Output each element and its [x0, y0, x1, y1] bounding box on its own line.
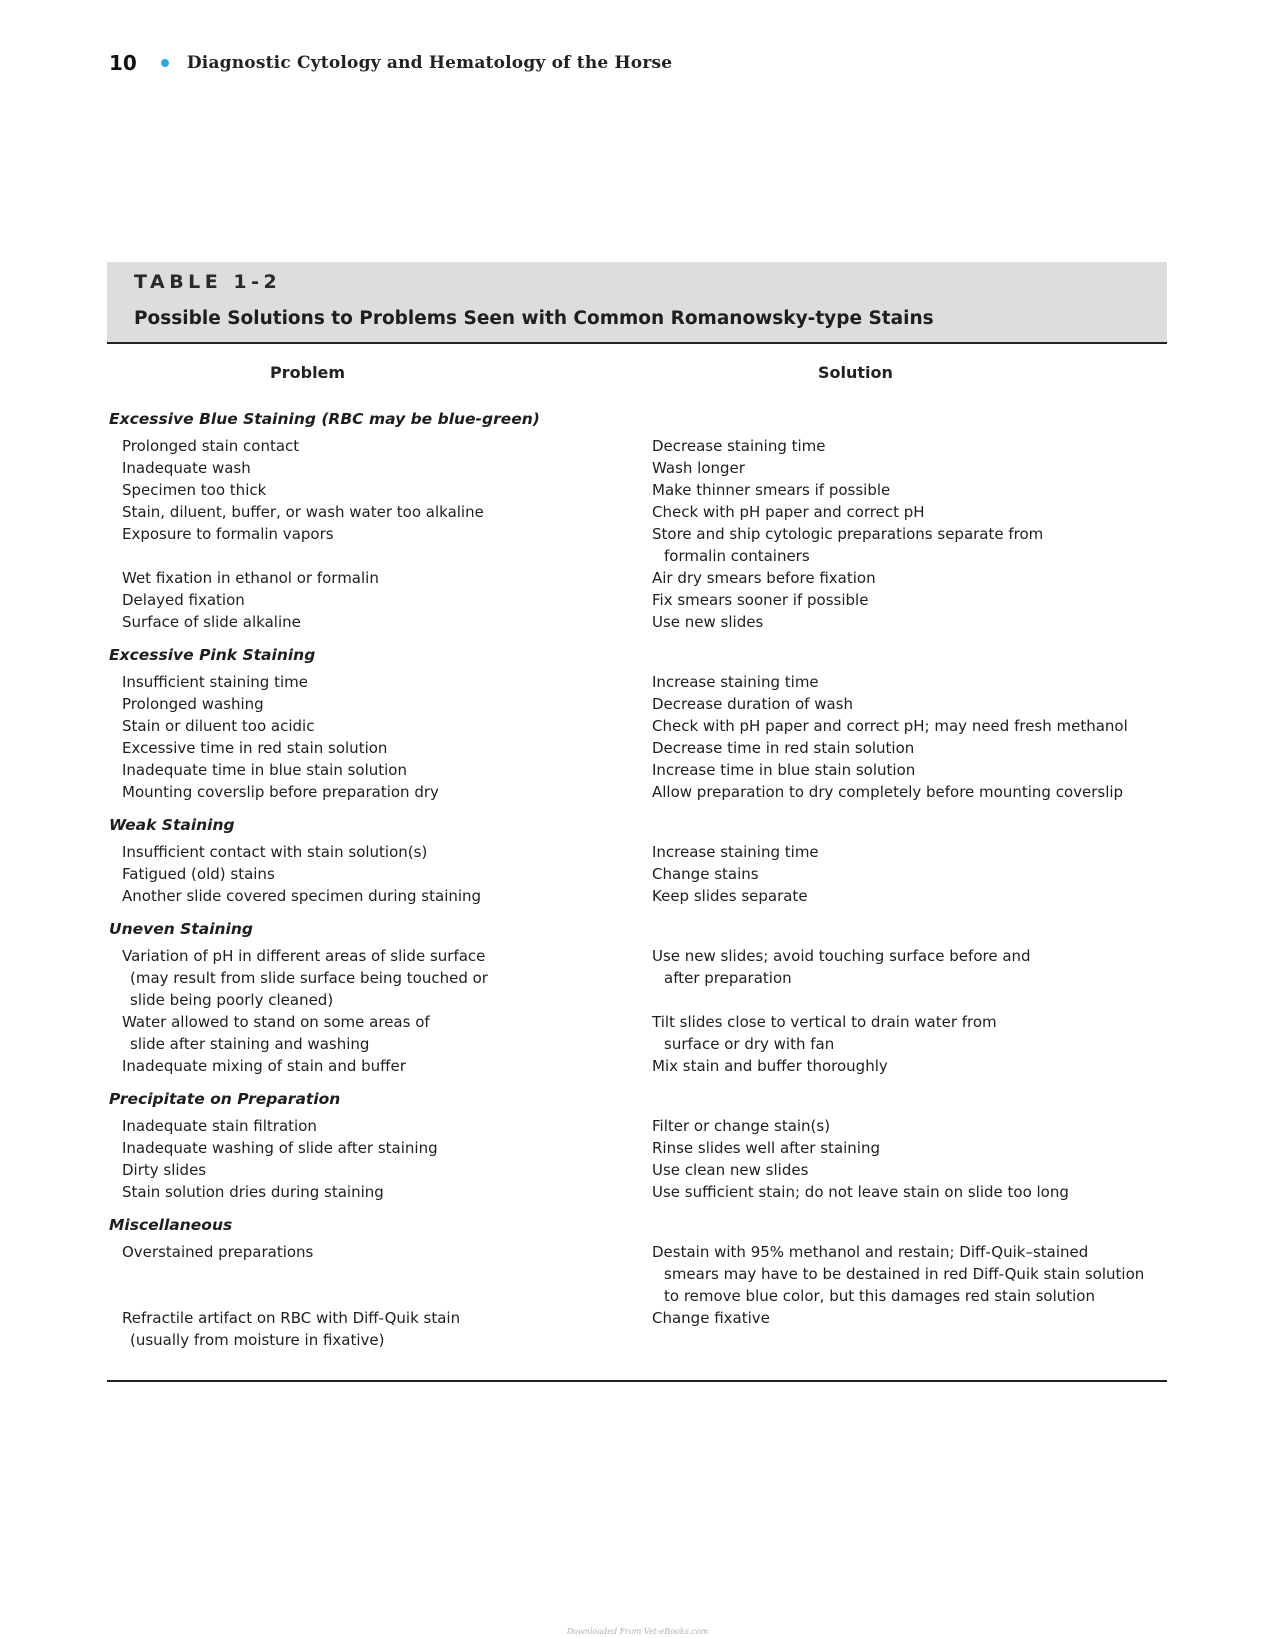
solution-cell: [652, 435, 1165, 457]
problem-cell: [109, 781, 652, 803]
solution-cell: [652, 759, 1165, 781]
table-body: [109, 408, 1165, 1351]
solution-text: formalin containers: [664, 547, 810, 565]
table-section: [109, 408, 1165, 633]
problem-text: Another slide covered specimen during staining: [122, 887, 482, 905]
table-row: [109, 1159, 1165, 1181]
table-row: [109, 781, 1165, 803]
solution-text: Increase staining time: [652, 673, 819, 691]
solution-text: Filter or change stain(s): [652, 1117, 831, 1135]
table-section: [109, 814, 1165, 907]
problem-text: Overstained preparations: [122, 1243, 314, 1261]
solution-text: Decrease time in red stain solution: [652, 739, 915, 757]
table-row: [109, 759, 1165, 781]
problem-cell: [109, 1181, 652, 1203]
problem-cell: [109, 737, 652, 759]
problem-cell: [109, 1307, 652, 1351]
problem-text: Delayed fixation: [122, 591, 245, 609]
solution-text: Store and ship cytologic preparations separate from: [652, 525, 1044, 543]
table-row: [109, 885, 1165, 907]
table-section: [109, 1214, 1165, 1351]
column-header-problem: Problem: [270, 363, 346, 382]
table-row: [109, 1241, 1165, 1307]
solution-cell: [652, 715, 1165, 737]
problem-text: Inadequate stain filtration: [122, 1117, 317, 1135]
problem-cell: [109, 457, 652, 479]
solution-cell: [652, 781, 1165, 803]
problem-text: (usually from moisture in fixative): [130, 1331, 385, 1349]
table-row: [109, 1307, 1165, 1351]
section-title: Precipitate on Preparation: [109, 1090, 341, 1108]
solution-text: Increase time in blue stain solution: [652, 761, 916, 779]
table-label: TABLE 1-2: [134, 271, 282, 293]
solution-cell: [652, 567, 1165, 589]
table-title: Possible Solutions to Problems Seen with Common Romanowsky-type Stains: [134, 308, 934, 329]
problem-cell: [109, 611, 652, 633]
problem-cell: [109, 885, 652, 907]
solution-text: Decrease staining time: [652, 437, 826, 455]
solution-cell: [652, 671, 1165, 693]
solution-cell: [652, 885, 1165, 907]
solution-cell: [652, 1181, 1165, 1203]
solution-cell: [652, 523, 1165, 567]
table-row: [109, 671, 1165, 693]
problem-text: Refractile artifact on RBC with Diff-Quik stain: [122, 1309, 461, 1327]
problem-cell: [109, 945, 652, 1011]
solution-cell: [652, 1115, 1165, 1137]
solution-text: Rinse slides well after staining: [652, 1139, 881, 1157]
table-row: [109, 1115, 1165, 1137]
problem-text: Inadequate wash: [122, 459, 251, 477]
solution-cell: [652, 457, 1165, 479]
solution-cell: [652, 841, 1165, 863]
solution-text: Use new slides; avoid touching surface before and: [652, 947, 1031, 965]
table-row: [109, 737, 1165, 759]
section-title: Excessive Blue Staining (RBC may be blue-green): [109, 410, 540, 428]
problem-text: Insufficient contact with stain solution(s): [122, 843, 428, 861]
solution-cell: [652, 501, 1165, 523]
solution-cell: [652, 693, 1165, 715]
solution-text: Use clean new slides: [652, 1161, 809, 1179]
solution-text: Mix stain and buffer thoroughly: [652, 1057, 888, 1075]
solution-cell: [652, 589, 1165, 611]
table-row: [109, 479, 1165, 501]
table-row: [109, 841, 1165, 863]
table-row: [109, 589, 1165, 611]
problem-text: Stain solution dries during staining: [122, 1183, 384, 1201]
table-row: [109, 611, 1165, 633]
problem-cell: [109, 693, 652, 715]
problem-cell: [109, 715, 652, 737]
problem-cell: [109, 501, 652, 523]
solution-cell: [652, 1055, 1165, 1077]
table-section: [109, 918, 1165, 1077]
problem-cell: [109, 759, 652, 781]
solution-cell: [652, 1307, 1165, 1351]
solution-text: Change stains: [652, 865, 759, 883]
problem-text: Variation of pH in different areas of slide surface: [122, 947, 486, 965]
table-row: [109, 945, 1165, 1011]
table-row: [109, 435, 1165, 457]
page-number: 10: [109, 51, 137, 75]
solution-text: Check with pH paper and correct pH: [652, 503, 925, 521]
solution-cell: [652, 611, 1165, 633]
download-footer: Downloaded From Vet-eBooks.com: [566, 1627, 709, 1636]
problem-text: Inadequate time in blue stain solution: [122, 761, 407, 779]
problem-cell: [109, 567, 652, 589]
problem-cell: [109, 1241, 652, 1307]
solution-text: Increase staining time: [652, 843, 819, 861]
solution-cell: [652, 737, 1165, 759]
solution-text: after preparation: [664, 969, 792, 987]
problem-text: Surface of slide alkaline: [122, 613, 301, 631]
problem-cell: [109, 671, 652, 693]
solution-text: Fix smears sooner if possible: [652, 591, 869, 609]
solution-text: Use new slides: [652, 613, 764, 631]
table-row: [109, 1011, 1165, 1055]
solution-text: Decrease duration of wash: [652, 695, 853, 713]
table-header: [107, 262, 1167, 344]
solution-cell: [652, 1011, 1165, 1055]
solution-cell: [652, 1241, 1165, 1307]
problem-cell: [109, 863, 652, 885]
solution-text: Keep slides separate: [652, 887, 808, 905]
problem-text: Inadequate washing of slide after staining: [122, 1139, 438, 1157]
solution-cell: [652, 945, 1165, 1011]
problem-cell: [109, 1115, 652, 1137]
solution-text: Tilt slides close to vertical to drain water from: [652, 1013, 997, 1031]
problem-cell: [109, 1137, 652, 1159]
running-head: [109, 48, 672, 78]
table-row: [109, 863, 1165, 885]
solution-text: Allow preparation to dry completely before mounting coverslip: [652, 783, 1124, 801]
problem-text: Prolonged washing: [122, 695, 264, 713]
solution-cell: [652, 1159, 1165, 1181]
solution-text: Make thinner smears if possible: [652, 481, 891, 499]
problem-cell: [109, 841, 652, 863]
problem-cell: [109, 435, 652, 457]
problem-text: Fatigued (old) stains: [122, 865, 275, 883]
problem-text: Dirty slides: [122, 1161, 207, 1179]
table-row: [109, 457, 1165, 479]
solution-cell: [652, 1137, 1165, 1159]
table-section: [109, 644, 1165, 803]
problem-text: Inadequate mixing of stain and buffer: [122, 1057, 406, 1075]
problem-text: Excessive time in red stain solution: [122, 739, 388, 757]
problem-text: Stain or diluent too acidic: [122, 717, 315, 735]
solution-text: smears may have to be destained in red Diff-Quik stain solution: [664, 1265, 1145, 1283]
column-header-solution: Solution: [818, 363, 893, 382]
problem-text: Mounting coverslip before preparation dry: [122, 783, 439, 801]
solution-text: Use sufficient stain; do not leave stain on slide too long: [652, 1183, 1069, 1201]
bullet-dot: [161, 59, 169, 67]
problem-text: Water allowed to stand on some areas of: [122, 1013, 430, 1031]
section-title: Miscellaneous: [109, 1216, 233, 1234]
problem-text: Wet fixation in ethanol or formalin: [122, 569, 379, 587]
table-row: [109, 715, 1165, 737]
problem-text: Exposure to formalin vapors: [122, 525, 334, 543]
solution-text: Change fixative: [652, 1309, 770, 1327]
table-row: [109, 501, 1165, 523]
problem-cell: [109, 523, 652, 567]
table-row: [109, 1137, 1165, 1159]
table-row: [109, 1181, 1165, 1203]
solution-text: to remove blue color, but this damages red stain solution: [664, 1287, 1095, 1305]
problem-cell: [109, 1011, 652, 1055]
table-row: [109, 693, 1165, 715]
section-title: Weak Staining: [109, 816, 235, 834]
solution-text: Air dry smears before fixation: [652, 569, 876, 587]
problem-text: slide being poorly cleaned): [130, 991, 334, 1009]
problem-cell: [109, 1055, 652, 1077]
solution-cell: [652, 479, 1165, 501]
table-row: [109, 1055, 1165, 1077]
table-row: [109, 567, 1165, 589]
problem-text: (may result from slide surface being touched or: [130, 969, 488, 987]
solution-text: Wash longer: [652, 459, 745, 477]
section-title: Uneven Staining: [109, 920, 254, 938]
problem-cell: [109, 1159, 652, 1181]
table-row: [109, 523, 1165, 567]
solution-text: surface or dry with fan: [664, 1035, 835, 1053]
problem-text: Insufficient staining time: [122, 673, 308, 691]
solution-text: Destain with 95% methanol and restain; Diff-Quik–stained: [652, 1243, 1089, 1261]
solution-cell: [652, 863, 1165, 885]
solution-text: Check with pH paper and correct pH; may need fresh methanol: [652, 717, 1128, 735]
book-title: Diagnostic Cytology and Hematology of the Horse: [186, 53, 673, 73]
section-title: Excessive Pink Staining: [109, 646, 316, 664]
table-bottom-rule: [107, 1380, 1167, 1382]
problem-cell: [109, 589, 652, 611]
problem-text: Stain, diluent, buffer, or wash water too alkaline: [122, 503, 484, 521]
problem-text: slide after staining and washing: [130, 1035, 370, 1053]
problem-cell: [109, 479, 652, 501]
problem-text: Specimen too thick: [122, 481, 267, 499]
problem-text: Prolonged stain contact: [122, 437, 300, 455]
table-section: [109, 1088, 1165, 1203]
